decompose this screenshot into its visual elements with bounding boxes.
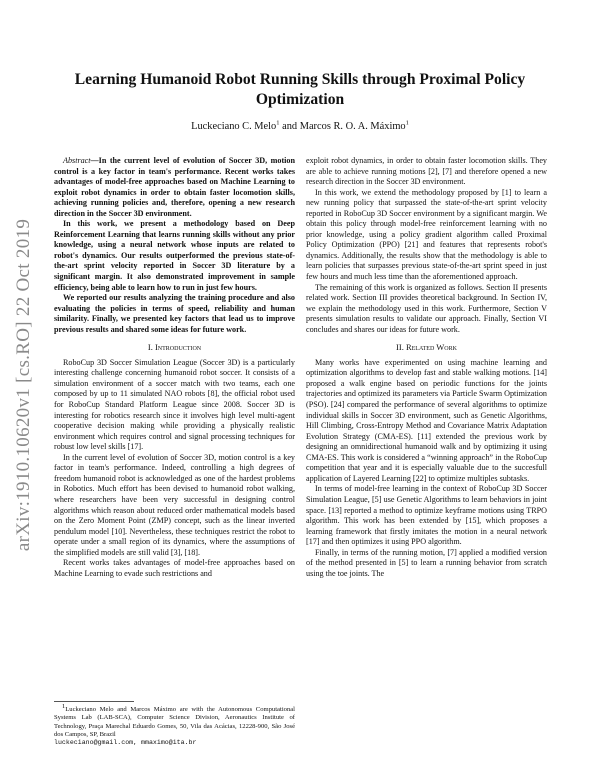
- author-line: [60, 121, 540, 132]
- footnote-emails: luckeciano@gmail.com, mmaximo@ita.br: [54, 739, 197, 747]
- arxiv-stamp-text: arXiv:1910.10620v1 [cs.RO] 22 Oct 2019: [13, 218, 34, 552]
- right-column: [306, 156, 547, 579]
- footnote-rule: [54, 701, 134, 702]
- author-first: Luckeciano C. Melo: [191, 121, 277, 132]
- intro-heading: I. Introduction: [147, 342, 202, 353]
- left-column: [54, 156, 295, 579]
- paper-title: Learning Humanoid Robot Running Skills through Proximal Policy Optimization: [74, 71, 526, 108]
- right-paragraph-1: exploit robot dynamics, in order to obtain faster locomotion skills. They are able to achieve running motions [2], [7] and therefore opened a new research direction in the Soccer 3D environment.: [306, 156, 547, 187]
- arxiv-stamp: [4, 185, 44, 585]
- intro-paragraph-1: RoboCup 3D Soccer Simulation League (Soccer 3D) is a particularly interesting challenge concerning humanoid robot soccer. It consists of a simulation environment of a soccer match with two teams, each one composed by up to 11 simulated NAO robots [8], the official robot used for RoboCup Standard Platform League since 2008. Soccer 3D is interesting for robotics research since it involves high level multi-agent cooperative decision making while providing a physically realistic environment which requires control and signal processing techniques for robust low level skills [17].: [54, 357, 295, 452]
- abstract-paragraph-1: [54, 156, 295, 219]
- author-joiner: and: [279, 121, 300, 132]
- author-first-affiliation: 1: [276, 119, 280, 127]
- author-second: Marcos R. O. A. Máximo: [299, 121, 406, 132]
- footnote-affiliation: Luckeciano Melo and Marcos Máximo are with the Autonomous Computational Systems Lab (LAB-SCA), Computer Science Division, Aeronautics Institute of Technology, Praça Marechal Eduardo Gomes, 50, Vila das Acácias, 12228-900, São José dos Campos, SP, Brazil: [54, 706, 295, 738]
- footnote: [54, 702, 295, 747]
- right-paragraph-2: In this work, we extend the methodology proposed by [1] to learn a new running policy that surpassed the state-of-the-art sprint velocity reported in RoboCup 3D Soccer environment by a significant margin. We obtain this policy through model-free reinforcement learning with no prior knowledge, using a policy gradient algorithm called Proximal Policy Optimization (PPO) [21] and features that represents robot's dynamics. Additionally, the results show that the methodology is able to learn policies that surpasses previous state-of-the-art sprint speed in just few hours and much less time than the aforementioned approach.: [306, 187, 547, 282]
- related-paragraph-1: Many works have experimented on using machine learning and optimization algorithms to develop fast and stable walking motions. [14] proposed a walk engine based on periodic functions for the joints trajectories and optimized its parameters via Particle Swarm Optimization (PSO). [24] compared the performance of several algorithms to optimize individual skills in Soccer 3D environment, such as Genetic Algorithms, Hill Climbing, Cross-Entropy Method and Covariance Matrix Adaptation Evolution Strategy (CMA-ES). [11] extended the previous work by designing an omnidirectional humanoid walk and by optimizing it using CMA-ES. This work is considered a “winning approach” in the RoboCup competition that year and it is especially valuable due to the succesfull application of Layered Learning [22] to optimize multiples subtasks.: [306, 357, 547, 483]
- related-paragraph-2: In terms of model-free learning in the context of RoboCup 3D Soccer Simulation League, [5] use Genetic Algorithms to learn behaviors in joint space. [13] reported a method to optimize keyframe motions using TRPO algorithm. This work has been extended by [15], which proposes a learning framework that firstly imitates the motion in a neural network [17] and then optimizes it using PPO algorithm.: [306, 484, 547, 547]
- related-heading: II. Related Work: [396, 342, 457, 353]
- abstract-text-1: In the current level of evolution of Soccer 3D, motion control is a key factor in team's performance. Recent works takes advantages of model-free approaches based on Machine Learning to exploit robot dynamics in order to obtain faster locomotion skills, achieving running policies and, therefore, opening a new research direction in the Soccer 3D environment.: [54, 156, 295, 218]
- author-second-affiliation: 1: [405, 119, 409, 127]
- abstract-dash: —: [90, 156, 99, 165]
- intro-paragraph-2: In the current level of evolution of Soccer 3D, motion control is a key factor in team's performance. Indeed, controlling a high degrees of freedom humanoid robot is acknowledged as one of the hardest problems in Robotics. Much effort has been devised to humanoid robot walking, where researchers have been very successful in designing control algorithms which reason about reduced order mathematical models based on the Zero Moment Point (ZMP) concept, such as the linear inverted pendulum model [10]. Nevertheless, these techniques restrict the robot to operate under a small region of its dynamics, where the assumptions of the simplified models are still valid [3], [18].: [54, 452, 295, 557]
- abstract: [54, 156, 295, 335]
- footnote-marker: 1: [62, 702, 66, 710]
- abstract-label: Abstract: [63, 156, 91, 165]
- abstract-paragraph-2: In this work, we present a methodology based on Deep Reinforcement Learning that learns running skills without any prior knowledge, using a neural network whose inputs are related to robot's dynamics. Our results outperformed the previous state-of-the-art sprint velocity reported in Soccer 3D literature by a significant margin. It also demonstrated improvement in sample efficiency, being able to learn how to run in just few hours.: [54, 219, 295, 292]
- intro-paragraph-3: Recent works takes advantages of model-free approaches based on Machine Learning to evade such restrictions and: [54, 558, 295, 578]
- abstract-paragraph-3: We reported our results analyzing the training procedure and also evaluating the policies in terms of speed, reliability and human similarity. Finally, we presented key factors that lead us to improve previous results and shared some ideas for future work.: [54, 293, 295, 334]
- right-paragraph-3: The remaining of this work is organized as follows. Section II presents related work. Section III provides theoretical background. In Section IV, we explain the methodology used in this work. Furthermore, Section V presents simulation results to validate our approach. Finally, Section VI concludes and shares our ideas for future work.: [306, 282, 547, 334]
- footnote-text: [54, 702, 295, 739]
- related-paragraph-3: Finally, in terms of the running motion, [7] applied a modified version of the method presented in [5] to learn a running behavior from scratch using the toe joints. The: [306, 547, 547, 578]
